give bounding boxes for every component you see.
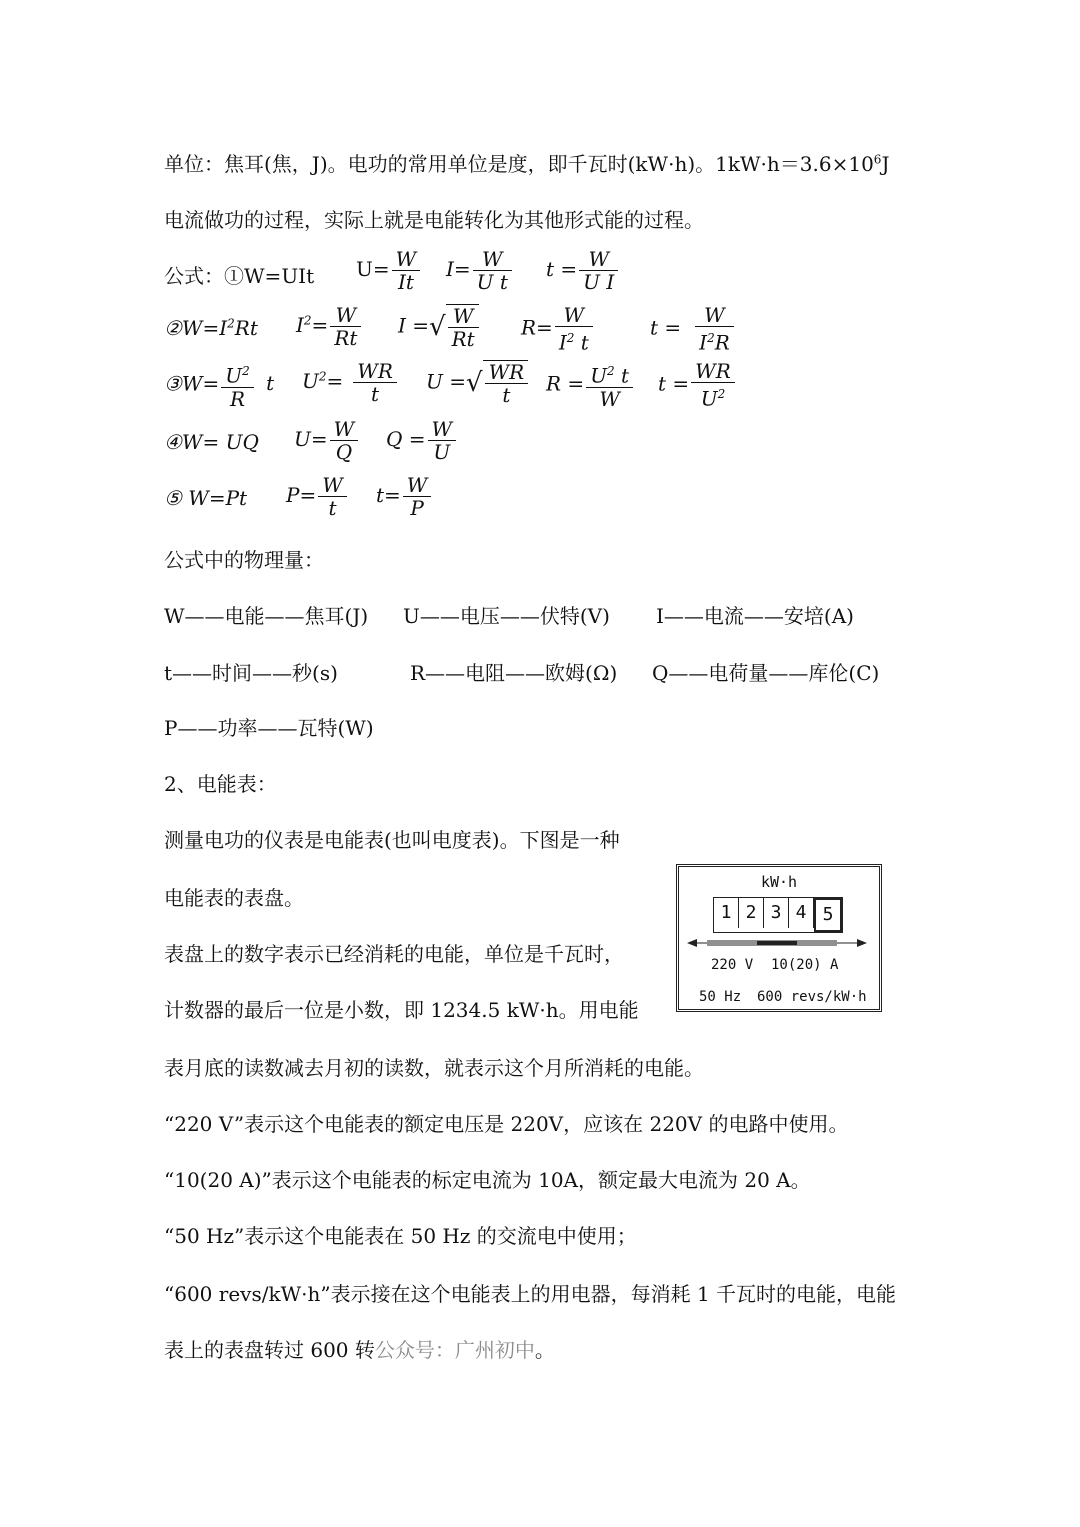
formula-w-pt: ⑤ W=Pt: [164, 486, 248, 510]
meter-decimal-digit: 5: [814, 898, 842, 932]
meter-arrow-icon: [687, 939, 867, 947]
quantity-i: I——电流——安培(A): [656, 604, 854, 628]
meter-text-3: 表盘上的数字表示已经消耗的电能，单位是千瓦时，: [164, 942, 624, 966]
meter-text-10: 表上的表盘转过 600 转公众号：广州初中。: [164, 1338, 555, 1362]
meter-digit: 4: [789, 898, 814, 928]
formula-p-w-t: P= $\frac{W}{t}$: [286, 474, 349, 519]
meter-text-7: “10(20 A)”表示这个电能表的标定电流为 10A，额定最大电流为 20 A。: [164, 1168, 811, 1192]
unit-tail: J: [881, 152, 890, 176]
energy-meter-dial: [676, 864, 882, 1012]
sqrt-icon: √: [429, 312, 446, 342]
sqrt-icon: √: [465, 368, 483, 398]
formula-w-u2-r-t: ③W= $\frac{U^2}{R}$ t: [164, 360, 274, 410]
formula-u-sqrt-wr-t: U =√ $\frac{WR}{t}$: [426, 360, 530, 406]
unit-paragraph: [164, 148, 889, 177]
formula-u2-wr-t: $U^2=$ $\frac{WR}{t}$: [302, 360, 399, 405]
formula-i2-w-rt: $I^2=$ $\frac{W}{Rt}$: [296, 304, 363, 349]
meter-text-4: 计数器的最后一位是小数，即 1234.5 kW·h。用电能: [164, 998, 639, 1022]
quantity-u: U——电压——伏特(V): [403, 604, 610, 628]
quantity-r: R——电阻——欧姆(Ω): [410, 661, 618, 685]
formula-w-uq: ④W= UQ: [164, 430, 259, 454]
meter-voltage: 220 V: [711, 957, 754, 973]
formula-q-w-u: Q = $\frac{W}{U}$: [386, 418, 458, 463]
meter-text-6: “220 V”表示这个电能表的额定电压是 220V，应该在 220V 的电路中使用。: [164, 1112, 849, 1136]
quantity-w: W——电能——焦耳(J): [164, 604, 369, 628]
formula-u-w-q: U= $\frac{W}{Q}$: [294, 418, 360, 463]
meter-digit: 2: [739, 898, 764, 928]
formula-i-w-ut: I= $\frac{W}{\text{U t}}$: [446, 248, 514, 293]
formula-i-sqrt-w-rt: I =√ $\frac{W}{Rt}$: [398, 304, 481, 350]
watermark: 公众号：广州初中: [374, 1338, 535, 1362]
meter-revs: 600 revs/kW·h: [757, 989, 867, 1005]
quantities-heading: 公式中的物理量：: [164, 548, 324, 572]
quantity-t: t——时间——秒(s): [164, 661, 338, 685]
formula-label-text: 公式：: [164, 264, 224, 288]
formula-t-w-i2r: t = $\frac{W}{I^2R}$: [650, 304, 736, 354]
formula-t-wr-u2: t = $\frac{WR}{U^2}$: [658, 360, 737, 410]
meter-text-2: 电能表的表盘。: [164, 886, 304, 910]
meter-text-5: 表月底的读数减去月初的读数，就表示这个月所消耗的电能。: [164, 1056, 704, 1080]
formula-r-u2t-w: R = $\frac{U^2 t}{W}$: [546, 360, 635, 410]
unit-exponent: 6: [873, 152, 882, 167]
formula-u-w-it: U= $\frac{W}{It}$: [356, 248, 422, 293]
formula-t-w-p: t= $\frac{W}{P}$: [376, 474, 433, 519]
meter-text-8: “50 Hz”表示这个电能表在 50 Hz 的交流电中使用；: [164, 1224, 637, 1248]
meter-digit: 3: [764, 898, 789, 928]
formula-t-w-ui: t = $\frac{W}{\text{U I}}$: [546, 248, 620, 293]
quantity-q: Q——电荷量——库伦(C): [652, 661, 880, 685]
meter-current: 10(20) A: [771, 957, 839, 973]
meter-unit: kW·h: [760, 873, 798, 891]
meter-digit: 1: [714, 898, 739, 928]
unit-text: 单位：焦耳(焦，J)。电功的常用单位是度，即千瓦时(kW·h)。1kW·h＝3.6×10: [164, 152, 874, 176]
formula-w-i2rt: $②W=I^2Rt$: [164, 316, 258, 340]
meter-text-1: 测量电功的仪表是电能表(也叫电度表)。下图是一种: [164, 828, 620, 852]
formula-w-uit: ①W=UIt: [224, 264, 315, 288]
formula-label: [164, 260, 314, 289]
process-paragraph: 电流做功的过程，实际上就是电能转化为其他形式能的过程。: [164, 208, 704, 232]
formula-r-w-i2t: R= $\frac{W}{I^2 t}$: [521, 304, 595, 354]
quantity-p: P——功率——瓦特(W): [164, 716, 374, 740]
meter-text-9: “600 revs/kW·h”表示接在这个电能表上的用电器，每消耗 1 千瓦时的电能，电能: [164, 1282, 897, 1306]
meter-frequency: 50 Hz: [699, 989, 742, 1005]
meter-heading: 2、电能表：: [164, 772, 277, 796]
meter-counter: [713, 897, 843, 933]
